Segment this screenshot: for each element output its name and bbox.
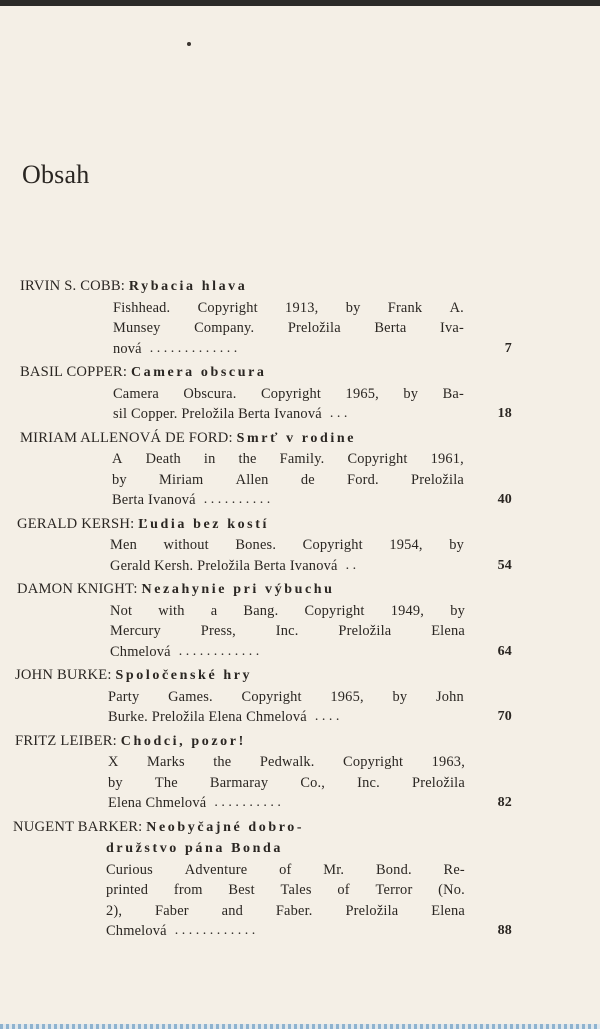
leader-dots: . . . [329, 406, 348, 421]
entry-description [0, 384, 600, 425]
entry-description [0, 601, 600, 663]
entry-heading [0, 276, 600, 298]
page-number: 88 [497, 923, 512, 938]
story-title: Rybacia hlava [128, 279, 248, 294]
description-line: Munsey Company. Preložila Berta Iva- [113, 320, 464, 336]
leader-dots: . . . . . . . . . . [214, 795, 281, 810]
description-last-line [106, 921, 600, 942]
description-line: X Marks the Pedwalk. Copyright 1963, [108, 754, 465, 770]
story-title: Camera obscura [130, 365, 267, 380]
description-tail: Chmelová [106, 923, 167, 939]
description-last-line [108, 707, 600, 728]
toc-entry [0, 731, 600, 814]
leader-dots: . . . . . . . . . . [203, 492, 271, 507]
author-name: DAMON KNIGHT: [17, 581, 138, 597]
entry-heading [0, 665, 600, 687]
paper-speck [187, 42, 191, 46]
description-line: by The Barmaray Co., Inc. Preložila [108, 774, 465, 791]
toc-entry [0, 428, 600, 511]
description-tail: Berta Ivanová [112, 492, 196, 508]
author-name: GERALD KERSH: [17, 515, 135, 532]
description-line: Curious Adventure of Mr. Bond. Re- [106, 861, 465, 878]
entry-description [0, 298, 600, 360]
description-tail: Elena Chmelová [108, 795, 207, 811]
description-last-line [110, 556, 600, 577]
entry-description [0, 752, 600, 814]
description-tail: nová [113, 340, 142, 357]
entry-heading [0, 817, 600, 839]
description-line: by Miriam Allen de Ford. Preložila [112, 471, 464, 488]
page-number: 7 [504, 340, 512, 356]
story-title-continued: družstvo pána Bonda [106, 841, 283, 856]
leader-dots: . . . . . . . . . . . . [178, 643, 260, 659]
description-last-line [108, 793, 600, 814]
page-number: 64 [497, 643, 512, 659]
description-line: Fishhead. Copyright 1913, by Frank A. [113, 299, 464, 316]
page-number: 18 [497, 406, 512, 421]
author-name: JOHN BURKE: [15, 667, 112, 683]
author-name: NUGENT BARKER: [13, 818, 143, 835]
story-title: Neobyčajné dobro- [146, 819, 305, 835]
description-tail: Burke. Preložila Elena Chmelová [108, 709, 307, 725]
page-number: 54 [497, 557, 512, 573]
description-tail: Chmelová [110, 643, 171, 660]
entry-heading [0, 362, 600, 384]
entry-description [0, 860, 600, 942]
description-line: Not with a Bang. Copyright 1949, by [110, 602, 465, 619]
story-title: Smrť v rodine [236, 430, 357, 446]
description-line: Men without Bones. Copyright 1954, by [110, 537, 464, 553]
leader-dots: . . . . . . . . . . . . [174, 923, 256, 938]
entry-heading [0, 514, 600, 536]
page-number: 40 [497, 492, 512, 507]
description-line: A Death in the Family. Copyright 1961, [112, 451, 464, 467]
story-title: Chodci, pozor! [120, 733, 246, 749]
page-title: Obsah [22, 160, 90, 189]
author-name: BASIL COPPER: [20, 364, 128, 380]
author-name: FRITZ LEIBER: [15, 732, 117, 749]
toc-entry [0, 362, 600, 425]
description-tail: Gerald Kersh. Preložila Berta Ivanová [110, 557, 338, 574]
description-line: Camera Obscura. Copyright 1965, by Ba- [113, 385, 464, 402]
description-line: 2), Faber and Faber. Preložila Elena [106, 902, 465, 919]
description-last-line [113, 404, 600, 425]
toc-entry [0, 817, 600, 942]
entry-heading-continued [0, 838, 600, 860]
story-title: Spoločenské hry [115, 668, 253, 683]
description-line: Mercury Press, Inc. Preložila Elena [110, 623, 465, 639]
entry-description [0, 535, 600, 576]
toc-entry [0, 276, 600, 359]
page-number: 70 [497, 709, 512, 724]
description-tail: sil Copper. Preložila Berta Ivanová [113, 406, 322, 422]
entry-description [0, 687, 600, 728]
story-title: Ľudia bez kostí [138, 516, 269, 532]
table-of-contents [0, 276, 600, 945]
description-line: printed from Best Tales of Terror (No. [106, 882, 465, 898]
story-title: Nezahynie pri výbuchu [141, 582, 335, 597]
entry-heading [0, 731, 600, 753]
description-last-line [112, 490, 600, 511]
description-line: Party Games. Copyright 1965, by John [108, 688, 464, 705]
toc-entry [0, 665, 600, 728]
description-last-line [113, 339, 600, 360]
toc-entry [0, 579, 600, 662]
toc-entry [0, 514, 600, 577]
entry-heading [0, 579, 600, 601]
page-number: 82 [497, 795, 512, 810]
leader-dots: . . . . [314, 709, 340, 724]
top-edge [0, 0, 600, 6]
entry-description [0, 449, 600, 511]
author-name: MIRIAM ALLENOVÁ DE FORD: [20, 429, 233, 446]
leader-dots: . . . . . . . . . . . . . [149, 340, 238, 356]
author-name: IRVIN S. COBB: [20, 278, 126, 294]
description-last-line [110, 642, 600, 663]
entry-heading [0, 428, 600, 450]
bottom-edge [0, 1024, 600, 1029]
leader-dots: . . [345, 557, 357, 573]
